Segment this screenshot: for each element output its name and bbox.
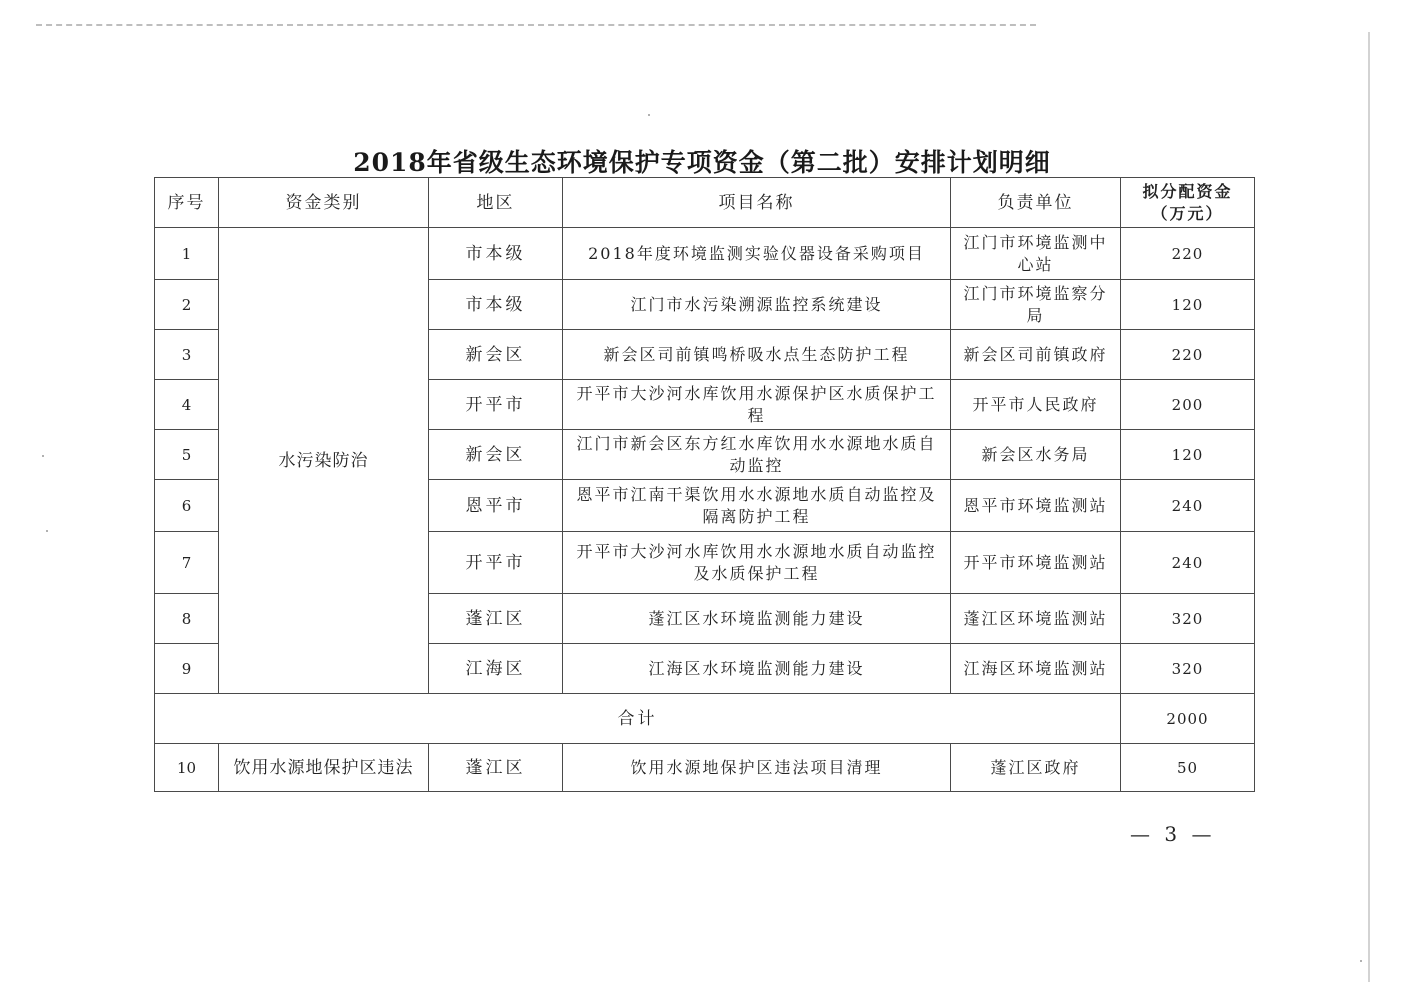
row-unit: 蓬江区环境监测站 xyxy=(951,594,1121,644)
row-region: 市本级 xyxy=(429,228,563,280)
row-region: 市本级 xyxy=(429,280,563,330)
row-amount: 240 xyxy=(1121,480,1255,532)
row-amount: 200 xyxy=(1121,380,1255,430)
scan-speck xyxy=(42,455,44,457)
row-project: 蓬江区水环境监测能力建设 xyxy=(563,594,951,644)
row-seq: 4 xyxy=(155,380,219,430)
table-header-row xyxy=(155,178,1255,228)
row-unit: 恩平市环境监测站 xyxy=(951,480,1121,532)
row-project: 2018年度环境监测实验仪器设备采购项目 xyxy=(563,228,951,280)
row-amount: 120 xyxy=(1121,430,1255,480)
row-project: 江海区水环境监测能力建设 xyxy=(563,644,951,694)
row-project: 江门市水污染溯源监控系统建设 xyxy=(563,280,951,330)
row-project: 开平市大沙河水库饮用水源保护区水质保护工程 xyxy=(563,380,951,430)
row-project: 恩平市江南干渠饮用水水源地水质自动监控及隔离防护工程 xyxy=(563,480,951,532)
row-region: 开平市 xyxy=(429,380,563,430)
header-category: 资金类别 xyxy=(219,178,429,228)
header-amount: 拟分配资金（万元） xyxy=(1121,178,1255,228)
row-project: 开平市大沙河水库饮用水水源地水质自动监控及水质保护工程 xyxy=(563,532,951,594)
row-unit: 江门市环境监测中心站 xyxy=(951,228,1121,280)
header-project: 项目名称 xyxy=(563,178,951,228)
row-unit: 开平市人民政府 xyxy=(951,380,1121,430)
row-unit: 新会区水务局 xyxy=(951,430,1121,480)
scan-speck xyxy=(46,530,48,532)
subtotal-label: 合计 xyxy=(155,694,1121,744)
row-seq: 5 xyxy=(155,430,219,480)
row-amount: 50 xyxy=(1121,744,1255,792)
row-region: 江海区 xyxy=(429,644,563,694)
category-cell: 水污染防治 xyxy=(219,228,429,694)
header-unit: 负责单位 xyxy=(951,178,1121,228)
row-unit: 江海区环境监测站 xyxy=(951,644,1121,694)
row-unit: 蓬江区政府 xyxy=(951,744,1121,792)
row-unit: 开平市环境监测站 xyxy=(951,532,1121,594)
scan-speck xyxy=(648,114,650,116)
row-amount: 120 xyxy=(1121,280,1255,330)
row-region: 新会区 xyxy=(429,430,563,480)
subtotal-row xyxy=(155,694,1255,744)
row-seq: 7 xyxy=(155,532,219,594)
table-row xyxy=(155,744,1255,792)
row-project: 饮用水源地保护区违法项目清理 xyxy=(563,744,951,792)
header-seq: 序号 xyxy=(155,178,219,228)
row-region: 新会区 xyxy=(429,330,563,380)
row-amount: 240 xyxy=(1121,532,1255,594)
row-seq: 10 xyxy=(155,744,219,792)
row-amount: 320 xyxy=(1121,594,1255,644)
row-amount: 220 xyxy=(1121,330,1255,380)
row-region: 恩平市 xyxy=(429,480,563,532)
scan-speck xyxy=(1360,960,1362,962)
allocation-table xyxy=(154,177,1255,792)
scan-edge-top xyxy=(36,24,1036,26)
subtotal-amount: 2000 xyxy=(1121,694,1255,744)
header-region: 地区 xyxy=(429,178,563,228)
row-region: 蓬江区 xyxy=(429,744,563,792)
row-seq: 1 xyxy=(155,228,219,280)
category-cell: 饮用水源地保护区违法 xyxy=(219,744,429,792)
row-seq: 3 xyxy=(155,330,219,380)
document-title: 2018年省级生态环境保护专项资金（第二批）安排计划明细 xyxy=(353,148,1051,177)
scan-edge-right xyxy=(1368,32,1370,982)
row-amount: 220 xyxy=(1121,228,1255,280)
row-unit: 江门市环境监察分局 xyxy=(951,280,1121,330)
page-number: — 3 — xyxy=(1130,822,1216,846)
row-seq: 6 xyxy=(155,480,219,532)
row-region: 蓬江区 xyxy=(429,594,563,644)
row-unit: 新会区司前镇政府 xyxy=(951,330,1121,380)
row-seq: 2 xyxy=(155,280,219,330)
row-project: 江门市新会区东方红水库饮用水水源地水质自动监控 xyxy=(563,430,951,480)
row-project: 新会区司前镇鸣桥吸水点生态防护工程 xyxy=(563,330,951,380)
table-row xyxy=(155,228,1255,280)
row-seq: 8 xyxy=(155,594,219,644)
row-region: 开平市 xyxy=(429,532,563,594)
row-amount: 320 xyxy=(1121,644,1255,694)
row-seq: 9 xyxy=(155,644,219,694)
